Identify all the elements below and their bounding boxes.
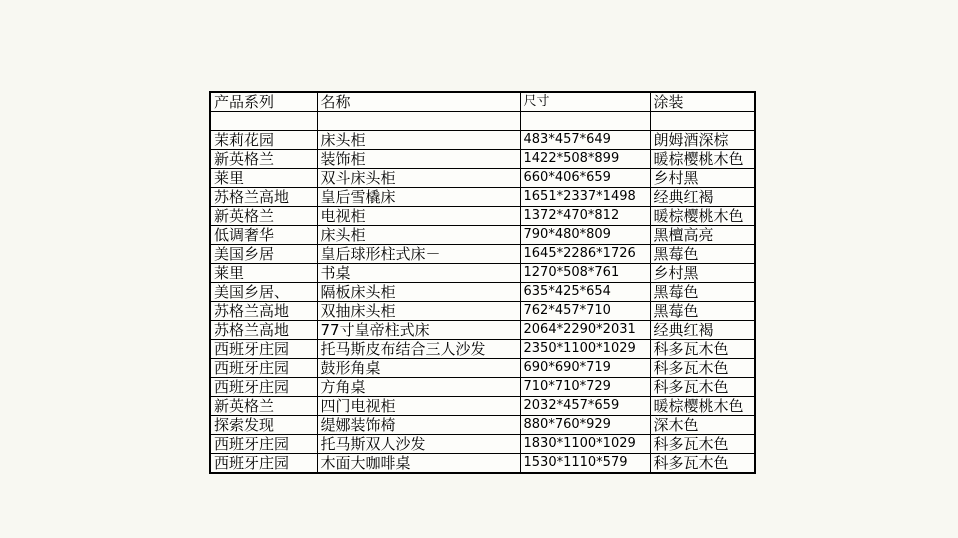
cell-finish: 经典红褐 [650, 321, 755, 340]
cell-size: 1830*1100*1029 [520, 435, 650, 454]
table-row [210, 245, 755, 264]
cell-product-name: 缇娜装饰椅 [317, 416, 520, 435]
cell-size [520, 112, 650, 131]
cell-product-series [210, 112, 317, 131]
cell-product-name: 床头柜 [317, 226, 520, 245]
table-row [210, 302, 755, 321]
cell-product-series: 美国乡居 [210, 245, 317, 264]
cell-product-name: 鼓形角桌 [317, 359, 520, 378]
cell-product-name [317, 112, 520, 131]
cell-finish: 科多瓦木色 [650, 359, 755, 378]
cell-finish: 深木色 [650, 416, 755, 435]
cell-product-series: 莱里 [210, 264, 317, 283]
cell-size: 2032*457*659 [520, 397, 650, 416]
table-row [210, 131, 755, 150]
cell-product-name: 方角桌 [317, 378, 520, 397]
cell-product-series: 新英格兰 [210, 150, 317, 169]
cell-finish: 经典红褐 [650, 188, 755, 207]
cell-product-series: 西班牙庄园 [210, 359, 317, 378]
table-row [210, 321, 755, 340]
table-row [210, 169, 755, 188]
cell-finish: 黑莓色 [650, 245, 755, 264]
table-row [210, 359, 755, 378]
cell-product-series: 苏格兰高地 [210, 321, 317, 340]
cell-size: 1422*508*899 [520, 150, 650, 169]
cell-finish: 黑莓色 [650, 302, 755, 321]
cell-product-name: 电视柜 [317, 207, 520, 226]
table-row [210, 340, 755, 359]
table-row [210, 435, 755, 454]
cell-size: 660*406*659 [520, 169, 650, 188]
cell-product-name: 托马斯皮布结合三人沙发 [317, 340, 520, 359]
cell-product-series: 苏格兰高地 [210, 188, 317, 207]
cell-size: 1270*508*761 [520, 264, 650, 283]
table-row [210, 226, 755, 245]
table-row [210, 188, 755, 207]
cell-product-name: 木面大咖啡桌 [317, 454, 520, 474]
cell-size: 1645*2286*1726 [520, 245, 650, 264]
cell-product-name: 双斗床头柜 [317, 169, 520, 188]
cell-size: 2064*2290*2031 [520, 321, 650, 340]
cell-finish: 科多瓦木色 [650, 378, 755, 397]
cell-product-name: 隔板床头柜 [317, 283, 520, 302]
cell-product-series: 西班牙庄园 [210, 340, 317, 359]
cell-size: 880*760*929 [520, 416, 650, 435]
column-header-finish: 涂装 [650, 92, 755, 112]
cell-size: 1530*1110*579 [520, 454, 650, 474]
cell-size: 1372*470*812 [520, 207, 650, 226]
column-header-product-series: 产品系列 [210, 92, 317, 112]
cell-finish: 暖棕樱桃木色 [650, 207, 755, 226]
cell-product-series: 西班牙庄园 [210, 378, 317, 397]
cell-product-series: 西班牙庄园 [210, 454, 317, 474]
product-spec-table [209, 91, 756, 474]
cell-product-name: 装饰柜 [317, 150, 520, 169]
cell-finish: 黑莓色 [650, 283, 755, 302]
cell-product-series: 探索发现 [210, 416, 317, 435]
column-header-product-name: 名称 [317, 92, 520, 112]
cell-product-name: 皇后球形柱式床－ [317, 245, 520, 264]
table-row [210, 264, 755, 283]
cell-finish: 暖棕樱桃木色 [650, 397, 755, 416]
cell-size: 710*710*729 [520, 378, 650, 397]
cell-product-name: 皇后雪橇床 [317, 188, 520, 207]
cell-finish: 乡村黑 [650, 169, 755, 188]
table-row [210, 112, 755, 131]
cell-size: 1651*2337*1498 [520, 188, 650, 207]
cell-finish: 科多瓦木色 [650, 435, 755, 454]
cell-product-series: 新英格兰 [210, 207, 317, 226]
table-row [210, 397, 755, 416]
cell-product-series: 莱里 [210, 169, 317, 188]
cell-finish: 黑檀高亮 [650, 226, 755, 245]
cell-product-series: 美国乡居、 [210, 283, 317, 302]
cell-product-name: 77寸皇帝柱式床 [317, 321, 520, 340]
table-row [210, 150, 755, 169]
cell-product-series: 低调奢华 [210, 226, 317, 245]
cell-product-series: 西班牙庄园 [210, 435, 317, 454]
table-row [210, 454, 755, 474]
cell-finish [650, 112, 755, 131]
cell-product-series: 茉莉花园 [210, 131, 317, 150]
table-row [210, 283, 755, 302]
cell-product-series: 苏格兰高地 [210, 302, 317, 321]
cell-product-name: 书桌 [317, 264, 520, 283]
cell-product-name: 床头柜 [317, 131, 520, 150]
cell-size: 635*425*654 [520, 283, 650, 302]
table-header [210, 92, 755, 112]
cell-finish: 科多瓦木色 [650, 340, 755, 359]
cell-size: 762*457*710 [520, 302, 650, 321]
cell-finish: 科多瓦木色 [650, 454, 755, 474]
cell-finish: 朗姆酒深棕 [650, 131, 755, 150]
cell-product-name: 双抽床头柜 [317, 302, 520, 321]
table-row [210, 416, 755, 435]
cell-product-series: 新英格兰 [210, 397, 317, 416]
cell-size: 790*480*809 [520, 226, 650, 245]
table-body [210, 112, 755, 474]
header-row [210, 92, 755, 112]
cell-size: 690*690*719 [520, 359, 650, 378]
cell-size: 483*457*649 [520, 131, 650, 150]
cell-product-name: 四门电视柜 [317, 397, 520, 416]
cell-product-name: 托马斯双人沙发 [317, 435, 520, 454]
table-row [210, 207, 755, 226]
cell-finish: 暖棕樱桃木色 [650, 150, 755, 169]
column-header-size: 尺寸 [520, 92, 650, 112]
table-row [210, 378, 755, 397]
cell-finish: 乡村黑 [650, 264, 755, 283]
cell-size: 2350*1100*1029 [520, 340, 650, 359]
